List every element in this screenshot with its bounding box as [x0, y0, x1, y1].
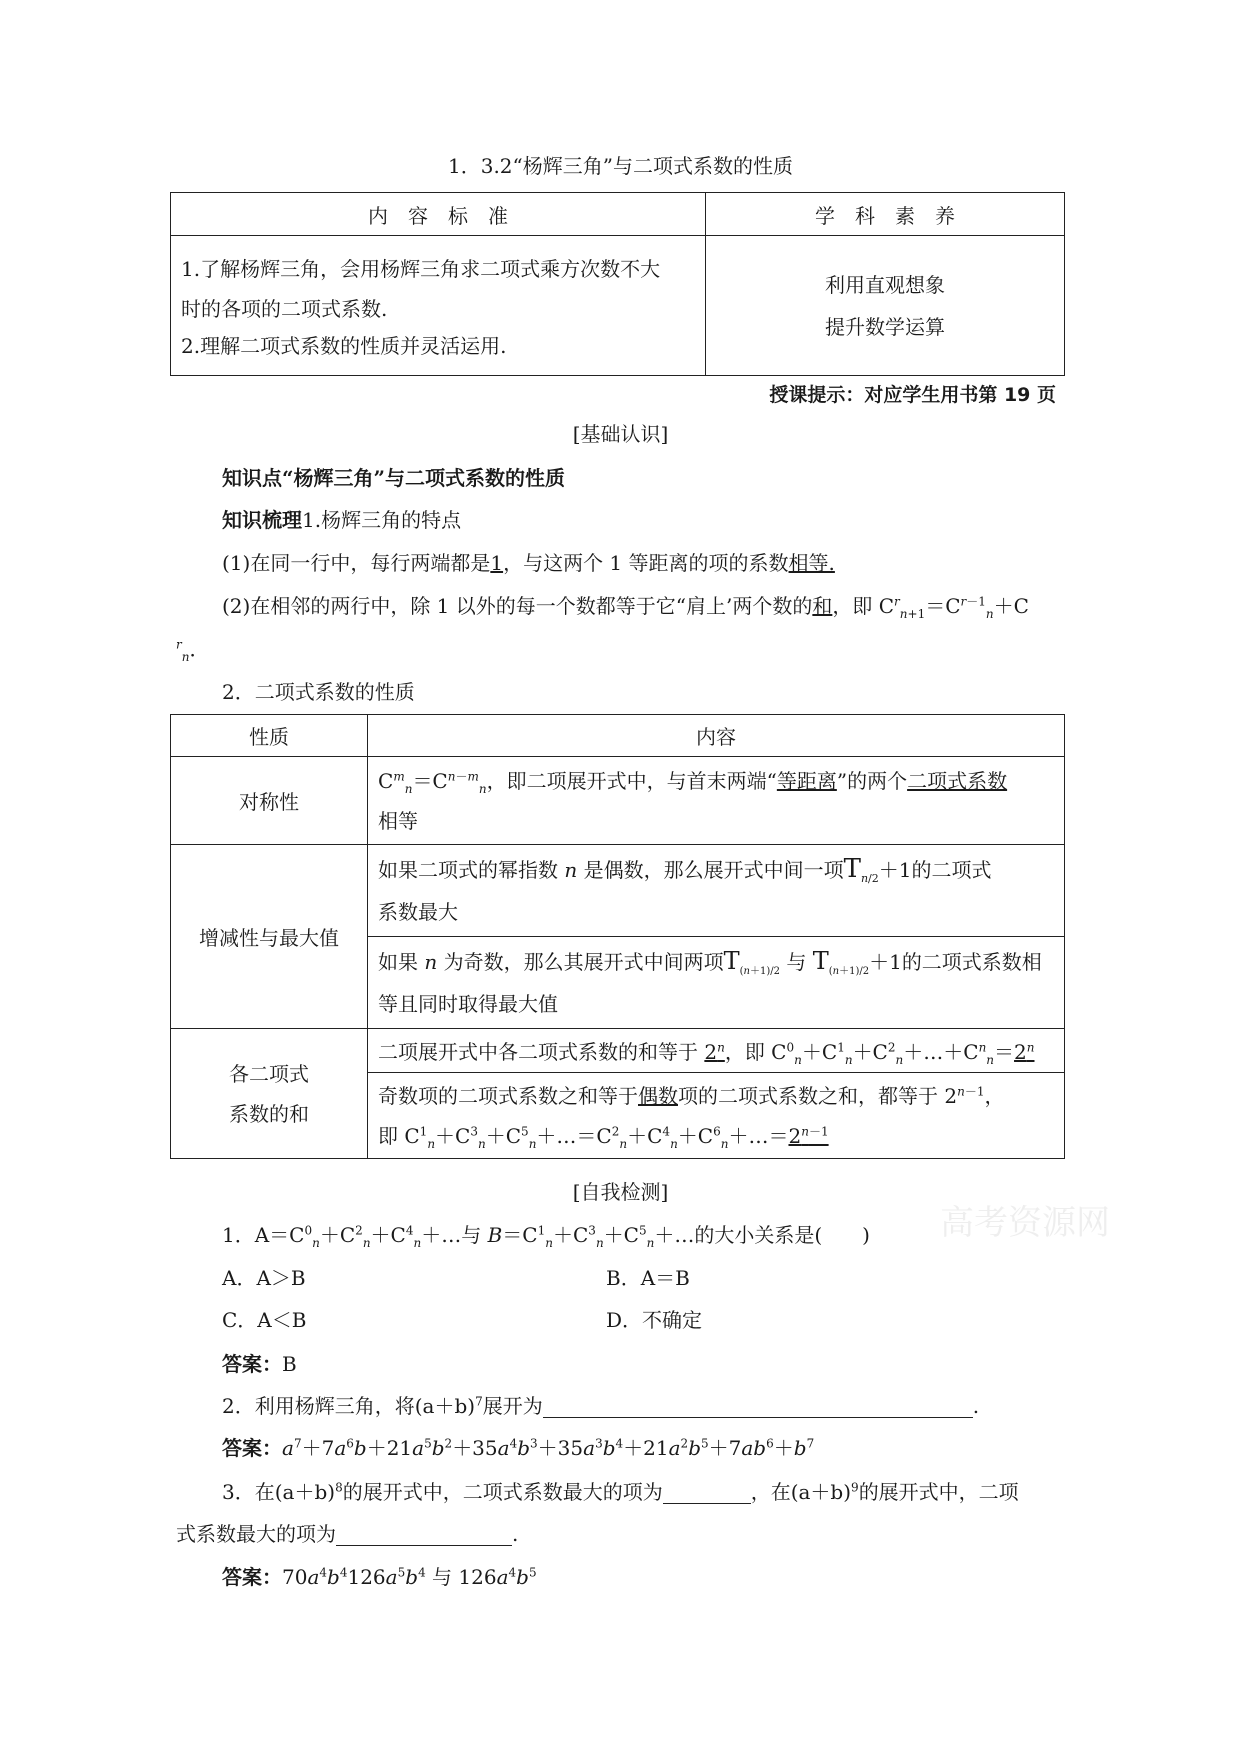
item-2-cont: $^r_n$．: [176, 637, 210, 664]
properties-table: [170, 714, 1065, 1159]
content-standard-header: 内 容 标 准: [171, 193, 706, 236]
option-b: B．A＝B: [606, 1266, 690, 1290]
prop-sum: 各二项式 系数的和: [171, 1029, 368, 1159]
prop-sum-all: 二项展开式中各二项式系数的和等于 2$^n$，即 $C^0_n+C^1_n+C^2_n+\dots+C^n_n=2^n$: [368, 1029, 1065, 1073]
item-1: (1)在同一行中，每行两端都是1，与这两个 1 等距离的项的系数相等.: [222, 551, 835, 575]
answer-equal: 相等.: [788, 551, 835, 575]
prop-header-property: 性质: [171, 715, 368, 757]
prop-symmetry-content: $C^m_n=C^{n-m}_n$，即二项展开式中，与首末两端“等距离”的两个二项式系数 相等: [368, 757, 1065, 845]
literacy-line-2: 提升数学运算: [825, 314, 945, 339]
knowledge-sort-text: 1.杨辉三角的特点: [302, 508, 462, 532]
content-standard-cell: [171, 236, 706, 376]
knowledge-sort: [222, 508, 461, 532]
answer-2-line: 答案：$a^7+7a^6b+21a^5b^2+35a^4b^3+35a^3b^4+21a^2b^5+7ab^6+b^7$: [222, 1436, 815, 1460]
content-line-2: 时的各项的二项式系数.: [181, 296, 388, 321]
answer-sum: 和: [812, 594, 833, 618]
prop-monotonic: 增减性与最大值: [171, 845, 368, 1029]
section-2-heading: 2．二项式系数的性质: [222, 680, 415, 704]
literacy-cell: [706, 236, 1065, 376]
standards-table: [170, 192, 1065, 376]
prop-symmetry: 对称性: [171, 757, 368, 845]
knowledge-sort-label: 知识梳理: [222, 508, 302, 532]
content-line-3: 2.理解二项式系数的性质并灵活运用.: [181, 333, 507, 358]
knowledge-point: 知识点“杨辉三角”与二项式系数的性质: [222, 466, 566, 490]
answer-1: 1: [490, 551, 504, 575]
content-line-1: 1.了解杨辉三角，会用杨辉三角求二项式乘方次数不大: [181, 256, 661, 281]
blank-q3-2: [336, 1525, 512, 1546]
question-1: 1．$A=C^0_n+C^2_n+C^4_n+\dots$与 $B=C^1_n+C^3_n+C^5_n+\dots$的大小关系是( ): [222, 1223, 870, 1250]
lesson-hint: 授课提示：对应学生用书第 19 页: [769, 384, 1056, 406]
item-2: (2)在相邻的两行中，除 1 以外的每一个数都等于它“肩上’两个数的和，即 $C^r_{n+1}=C^{r-1}_n+C$: [222, 594, 1029, 621]
question-3-cont: 式系数最大的项为 .: [176, 1522, 519, 1546]
option-d: D．不确定: [606, 1308, 703, 1332]
prop-header-content: 内容: [368, 715, 1065, 757]
answer-3-line: 答案：$70a^4b^4126a^5b^4$ 与 $126a^4b^5$: [222, 1565, 537, 1589]
section-self-check: [自我检测]: [572, 1180, 669, 1204]
page-title: 1．3.2“杨辉三角”与二项式系数的性质: [448, 154, 793, 178]
blank-q2: [543, 1397, 973, 1418]
literacy-line-1: 利用直观想象: [825, 272, 945, 297]
option-c: C．A＜B: [222, 1308, 307, 1332]
question-3: 3．在$(a+b)^8$的展开式中，二项式系数最大的项为 ，在$(a+b)^9$的展开式中，二项: [222, 1480, 1019, 1504]
watermark: 高考资源网: [940, 1203, 1110, 1243]
prop-even-content: 如果二项式的幂指数 n 是偶数，那么展开式中间一项$T_{n/2}+1$的二项式 系数最大: [368, 845, 1065, 937]
prop-sum-odd-even: 奇数项的二项式系数之和等于偶数项的二项式系数之和，都等于 $2^{n-1}$， 即 $C^1_n+C^3_n+C^5_n+\dots=C^2_n+C^4_n+C^6_n+\dots=2^{n-1}$: [368, 1073, 1065, 1159]
answer-1-line: 答案：B: [222, 1352, 297, 1376]
literacy-header: 学 科 素 养: [706, 193, 1065, 236]
question-2: 2．利用杨辉三角，将$(a+b)^7$展开为 .: [222, 1394, 980, 1418]
section-basic: [基础认识]: [572, 422, 669, 446]
option-a: A．A＞B: [222, 1266, 306, 1290]
prop-odd-content: 如果 n 为奇数，那么其展开式中间两项$T_{(n+1)/2}$ 与 $T_{(n+1)/2}+1$的二项式系数相 等且同时取得最大值: [368, 937, 1065, 1029]
blank-q3-1: [663, 1483, 751, 1504]
